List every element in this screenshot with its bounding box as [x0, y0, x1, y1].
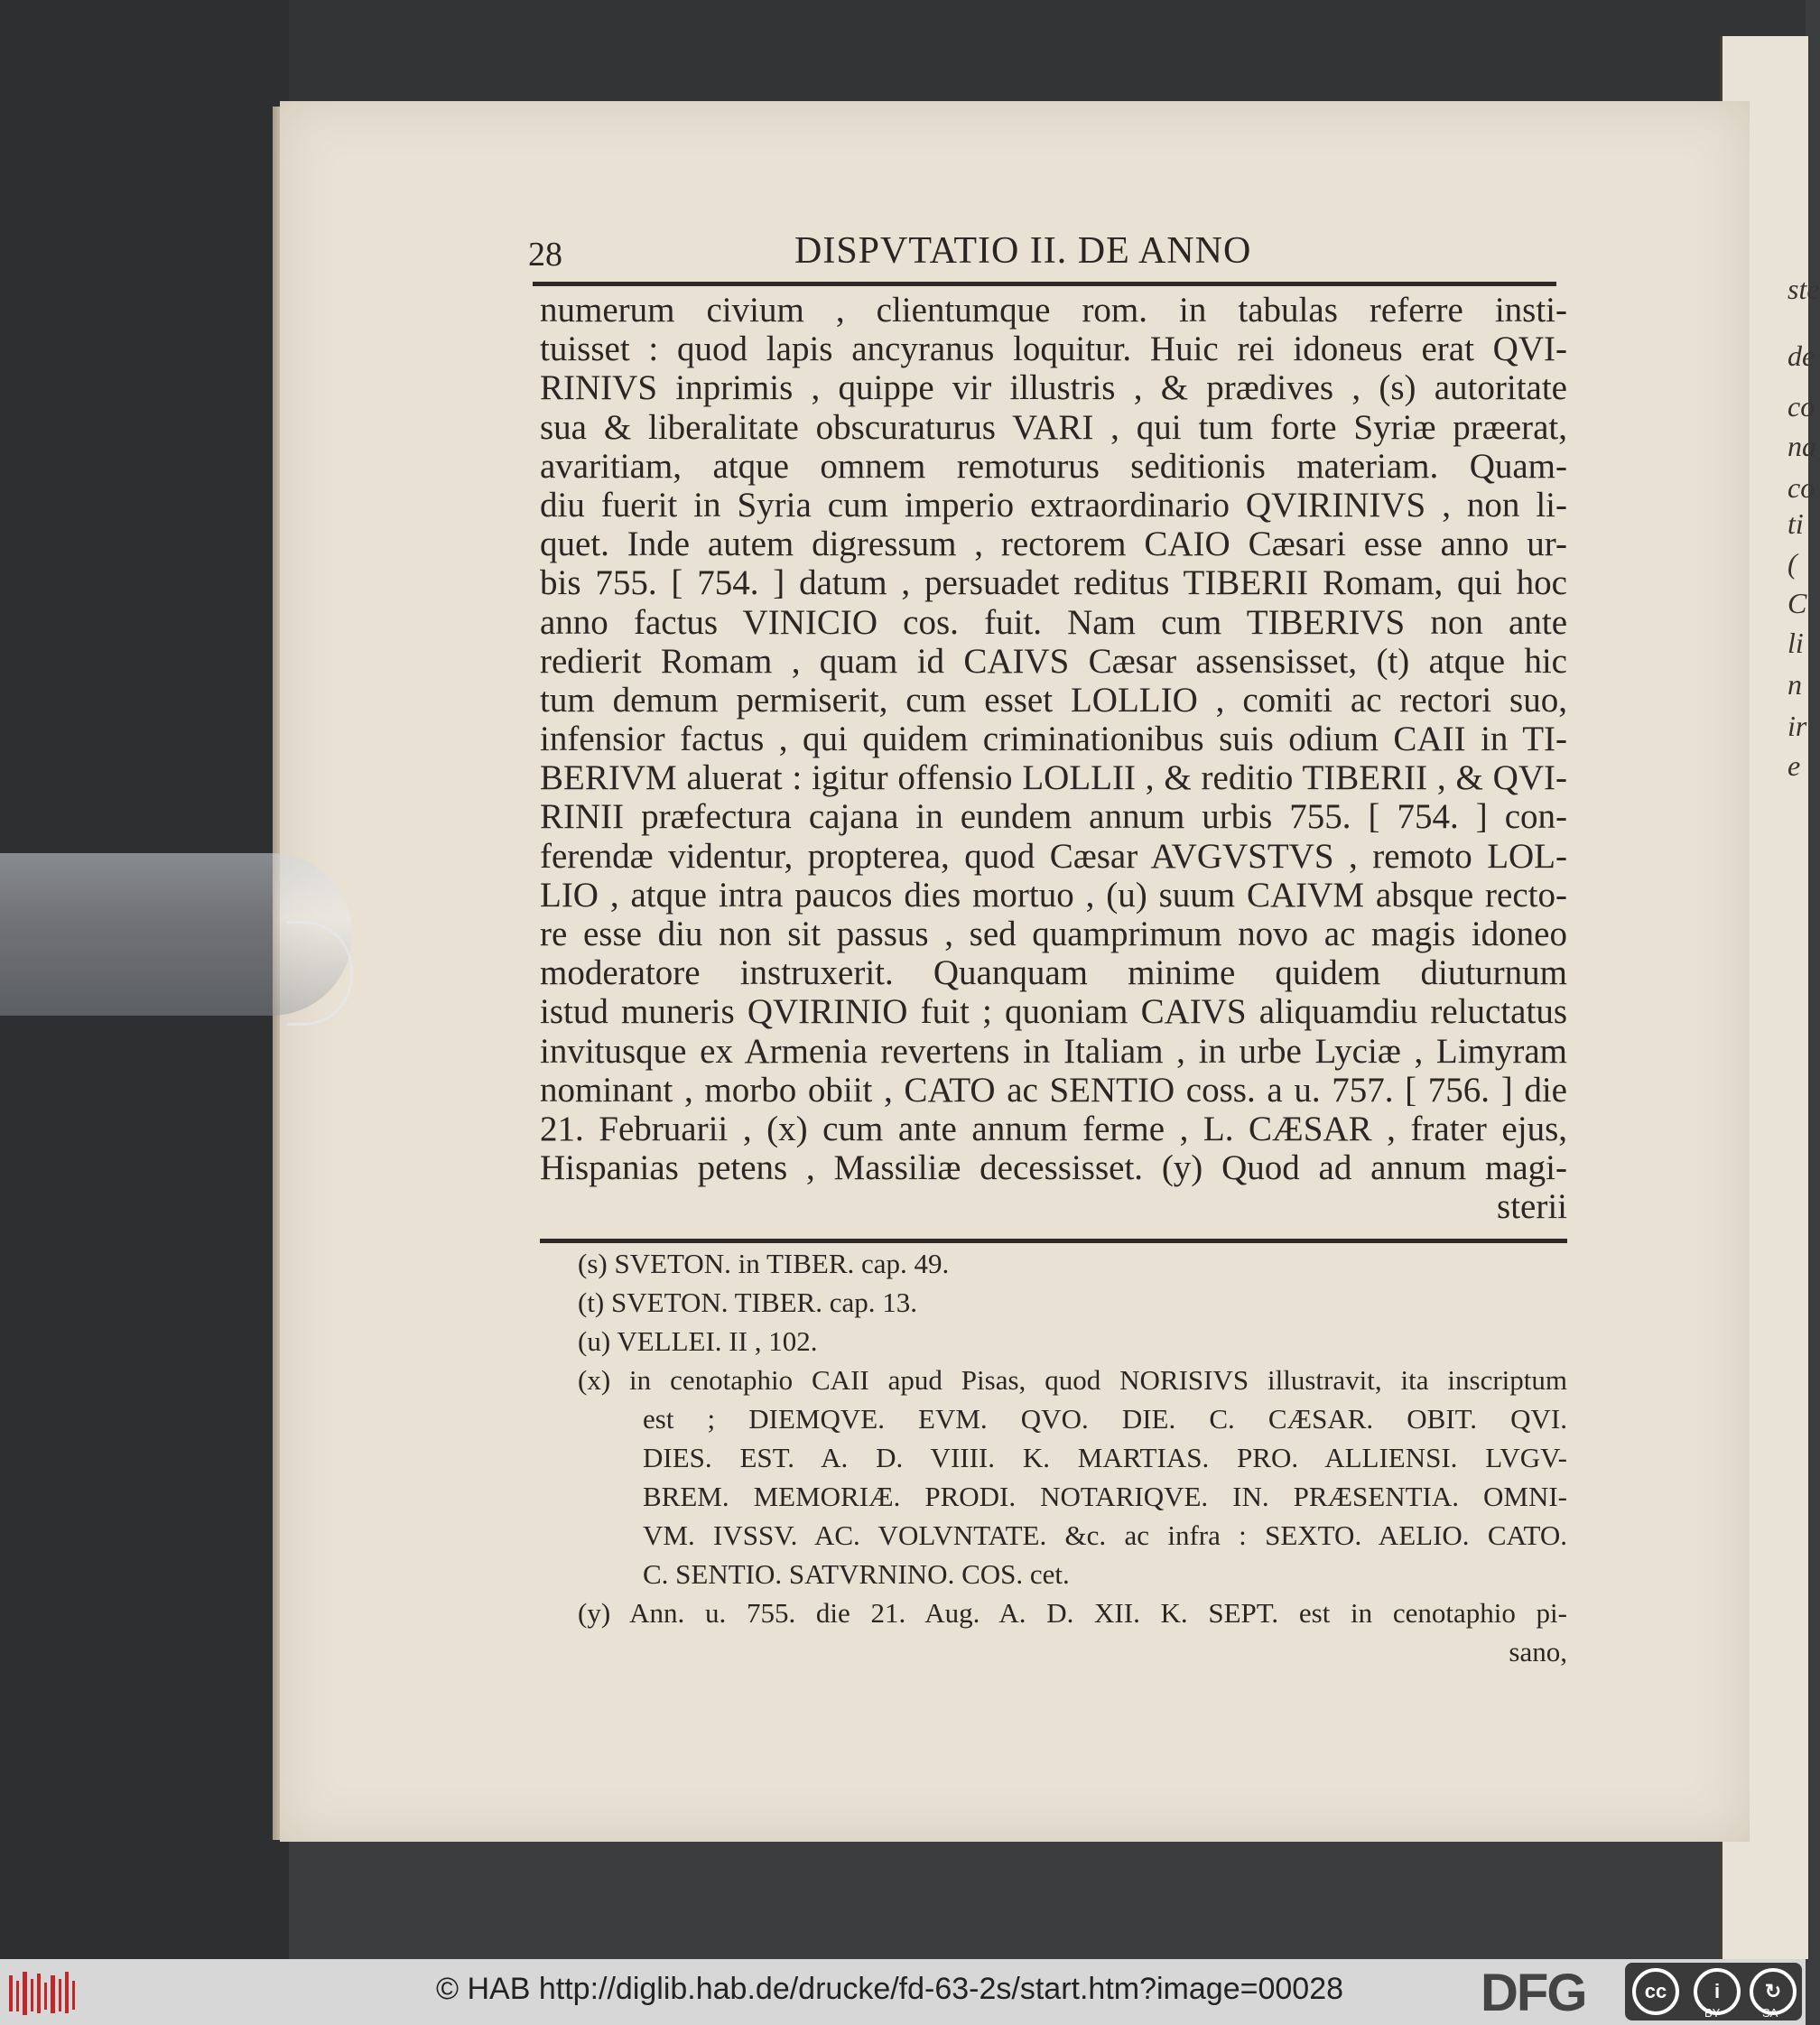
body-line: anno factus VINICIO cos. fuit. Nam cum TIBERIVS non ante — [540, 602, 1567, 642]
by-label: BY — [1704, 2006, 1721, 2020]
sa-label: SA — [1762, 2006, 1778, 2020]
sa-icon: ↻ — [1750, 1968, 1797, 2015]
footnote-x-continued: DIES. EST. A. D. VIIII. K. MARTIAS. PRO. ALLIENSI. LVGV- — [643, 1442, 1567, 1473]
facing-page-fragment: C — [1788, 587, 1807, 619]
facing-page-fragment: e — [1788, 749, 1801, 782]
viewer-footer — [0, 1959, 1806, 2025]
footnote-y-continued: sano, — [1509, 1636, 1567, 1667]
facing-page-fragment: li — [1788, 627, 1804, 659]
body-line: RINIVS inprimis , quippe vir illustris , & prædives , (s) autoritate — [540, 368, 1567, 408]
body-line: moderatore instruxerit. Quanquam minime quidem diuturnum — [540, 953, 1567, 993]
footnote-s: (s) SVETON. in TIBER. cap. 49. — [578, 1248, 950, 1279]
footnote-x-continued: C. SENTIO. SATVRNINO. COS. cet. — [643, 1558, 1070, 1590]
facing-page-fragment: ste — [1788, 273, 1820, 305]
cc-license-badge[interactable] — [1625, 1963, 1802, 2020]
body-line: tum demum permiserit, cum esset LOLLIO , comiti ac rectori suo, — [540, 680, 1567, 720]
dfg-logo: DFG — [1481, 1964, 1586, 2022]
page-header — [528, 224, 1566, 278]
facing-page-fragment: de — [1788, 339, 1815, 372]
facing-page-fragment: ( — [1788, 547, 1797, 580]
cc-icon: cc — [1632, 1968, 1679, 2015]
body-line: Hispanias petens , Massiliæ decessisset. (y) Quod ad annum magi- — [540, 1148, 1567, 1188]
footnote-u: (u) VELLEI. II , 102. — [578, 1325, 818, 1357]
footnote-t: (t) SVETON. TIBER. cap. 13. — [578, 1287, 917, 1318]
running-title: DISPVTATIO II. DE ANNO — [794, 230, 1252, 272]
body-line: re esse diu non sit passus , sed quamprimum novo ac magis idoneo — [540, 915, 1567, 953]
footnote-x-continued: est ; DIEMQVE. EVM. QVO. DIE. C. CÆSAR. OBIT. QVI. — [643, 1403, 1567, 1435]
body-line: bis 755. [ 754. ] datum , persuadet reditus TIBERII Romam, qui hoc — [540, 563, 1567, 603]
body-line: redierit Romam , quam id CAIVS Cæsar assensisset, (t) atque hic — [540, 641, 1567, 681]
footnote-rule — [540, 1239, 1567, 1243]
by-icon: i — [1694, 1968, 1741, 2015]
body-text — [540, 291, 1567, 1227]
body-line: nominant , morbo obiit , CATO ac SENTIO coss. a u. 757. [ 756. ] die — [540, 1070, 1567, 1110]
body-line: avaritiam, atque omnem remoturus seditionis materiam. Quam- — [540, 446, 1567, 486]
body-line: invitusque ex Armenia revertens in Italiam , in urbe Lyciæ , Limyram — [540, 1031, 1567, 1071]
facing-page-fragment: ti — [1788, 507, 1804, 540]
attribution-text: © HAB http://diglib.hab.de/drucke/fd-63-2s/start.htm?image=00028 — [436, 1972, 1344, 2006]
facing-page-fragment: n — [1788, 668, 1802, 701]
page-number: 28 — [528, 236, 562, 274]
footnote-x-continued: VM. IVSSV. AC. VOLVNTATE. &c. ac infra : SEXTO. AELIO. CATO. — [643, 1519, 1567, 1551]
header-rule — [533, 282, 1556, 286]
footnote-y: (y) Ann. u. 755. die 21. Aug. A. D. XII. K. SEPT. est in cenotaphio pi- — [578, 1597, 1567, 1629]
body-line: diu fuerit in Syria cum imperio extraordinario QVIRINIVS , non li- — [540, 485, 1567, 525]
body-line: RINII præfectura cajana in eundem annum urbis 755. [ 754. ] con- — [540, 797, 1567, 837]
body-line: istud muneris QVIRINIO fuit ; quoniam CAIVS aliquamdiu reluctatus — [540, 992, 1567, 1032]
footnotes — [578, 1244, 1567, 1671]
facing-page-fragment: co — [1788, 390, 1815, 423]
body-line: ferendæ videntur, propterea, quod Cæsar AVGVSTVS , remoto LOL- — [540, 836, 1567, 876]
body-line: numerum civium , clientumque rom. in tabulas referre insti- — [540, 291, 1567, 330]
footnote-x-continued: BREM. MEMORIÆ. PRODI. NOTARIQVE. IN. PRÆSENTIA. OMNI- — [643, 1481, 1567, 1512]
body-line: tuisset : quod lapis ancyranus loquitur. Huic rei idoneus erat QVI- — [540, 330, 1567, 369]
body-line: quet. Inde autem digressum , rectorem CAIO Cæsari esse anno ur- — [540, 525, 1567, 564]
facing-page-fragment: co — [1788, 471, 1815, 504]
catchword: sterii — [1497, 1187, 1567, 1227]
body-line: 21. Februarii , (x) cum ante annum ferme , L. CÆSAR , frater ejus, — [540, 1109, 1567, 1148]
body-line: BERIVM aluerat : igitur offensio LOLLII , & reditio TIBERII , & QVI- — [540, 758, 1567, 798]
barcode-logo-icon — [7, 1968, 78, 2018]
body-line: sua & liberalitate obscuraturus VARI , qui tum forte Syriæ præerat, — [540, 407, 1567, 447]
body-line: infensior factus , qui quidem criminationibus suis odium CAII in TI- — [540, 720, 1567, 759]
body-line: LIO , atque intra paucos dies mortuo , (u) suum CAIVM absque recto- — [540, 875, 1567, 915]
footnote-x: (x) in cenotaphio CAII apud Pisas, quod NORISIVS illustravit, ita inscriptum — [578, 1364, 1567, 1396]
facing-page-fragment: ir — [1788, 710, 1807, 742]
facing-page-fragment: na — [1788, 430, 1816, 462]
